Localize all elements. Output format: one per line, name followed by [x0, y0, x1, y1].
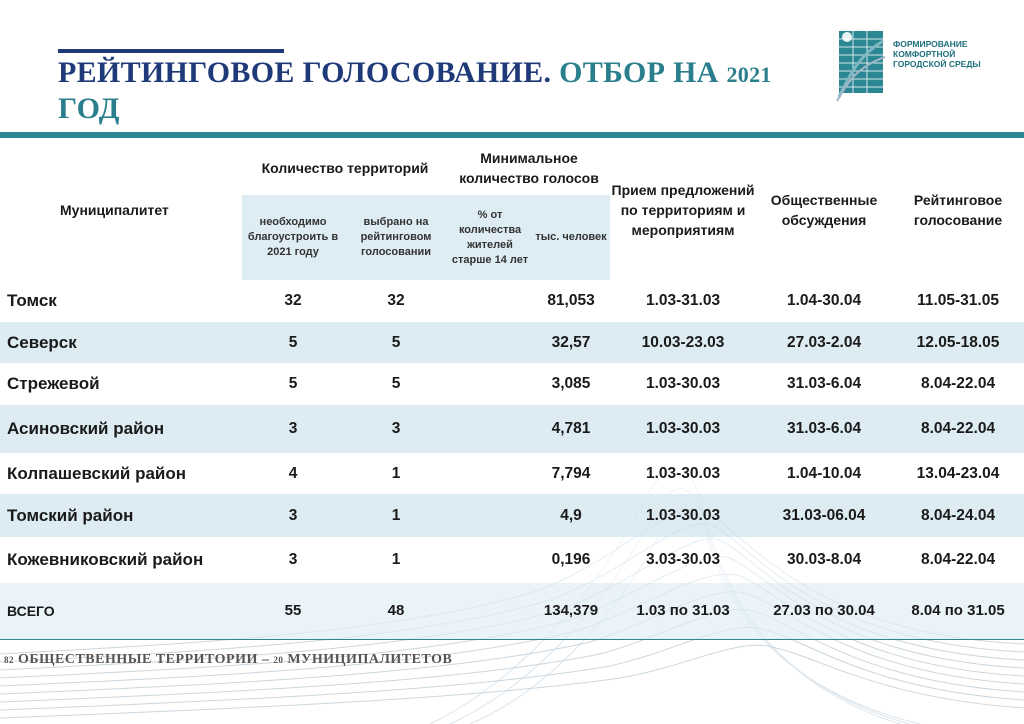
footer-dash: – — [261, 652, 270, 667]
footer-territories-text: ОБЩЕСТВЕННЫЕ ТЕРРИТОРИИ — [18, 652, 258, 667]
cell-discussion: 31.03-6.04 — [756, 363, 892, 405]
cell-proposals: 1.03-30.03 — [610, 453, 756, 494]
title-year: 2021 — [726, 62, 772, 87]
cell-name: Стрежевой — [0, 363, 242, 405]
logo — [835, 27, 995, 102]
cell-selected: 32 — [344, 280, 448, 322]
cell-name: Томск — [0, 280, 242, 322]
cell-thousand: 81,053 — [532, 280, 610, 322]
table-row — [0, 363, 1024, 405]
cell-need: 3 — [242, 405, 344, 453]
table-row — [0, 494, 1024, 537]
cell-name: Томский район — [0, 494, 242, 537]
header-rule — [0, 132, 1024, 138]
table-row — [0, 280, 1024, 322]
cell-discussion: 31.03-06.04 — [756, 494, 892, 537]
cell-discussion: 1.04-10.04 — [756, 453, 892, 494]
cell-percent — [448, 405, 532, 453]
table-row — [0, 322, 1024, 363]
cell-percent — [448, 583, 532, 639]
cell-need: 4 — [242, 453, 344, 494]
cell-selected: 48 — [344, 583, 448, 639]
cell-percent — [448, 494, 532, 537]
cell-proposals: 1.03 по 31.03 — [610, 583, 756, 639]
cell-selected: 1 — [344, 494, 448, 537]
cell-name: Северск — [0, 322, 242, 363]
cell-thousand: 7,794 — [532, 453, 610, 494]
cell-rating: 12.05-18.05 — [892, 322, 1024, 363]
table-row — [0, 537, 1024, 583]
cell-rating: 8.04-22.04 — [892, 363, 1024, 405]
cell-need: 55 — [242, 583, 344, 639]
cell-discussion: 31.03-6.04 — [756, 405, 892, 453]
cell-rating: 8.04 по 31.05 — [892, 583, 1024, 639]
header-need: необходимо благоустроить в 2021 году — [242, 195, 344, 280]
cell-selected: 1 — [344, 537, 448, 583]
cell-proposals: 1.03-31.03 — [610, 280, 756, 322]
cell-rating: 11.05-31.05 — [892, 280, 1024, 322]
cell-selected: 5 — [344, 322, 448, 363]
cell-selected: 1 — [344, 453, 448, 494]
footer-summary — [4, 652, 452, 668]
cell-thousand: 134,379 — [532, 583, 610, 639]
table-row — [0, 453, 1024, 494]
voting-table — [0, 140, 1024, 640]
cell-name: Кожевниковский район — [0, 537, 242, 583]
cell-percent — [448, 280, 532, 322]
cell-proposals: 3.03-30.03 — [610, 537, 756, 583]
cell-need: 5 — [242, 322, 344, 363]
buildings-logo-icon — [835, 27, 887, 102]
title-accent-bar — [58, 49, 284, 53]
cell-discussion: 30.03-8.04 — [756, 537, 892, 583]
title-last: ГОД — [58, 92, 120, 125]
cell-selected: 3 — [344, 405, 448, 453]
title-main: РЕЙТИНГОВОЕ ГОЛОСОВАНИЕ — [58, 56, 544, 89]
cell-thousand: 32,57 — [532, 322, 610, 363]
page-title — [58, 56, 798, 126]
header-selected: выбрано на рейтинговом голосовании — [344, 195, 448, 280]
header-votes-group: Минимальное количество голосов — [459, 149, 599, 186]
cell-proposals: 10.03-23.03 — [610, 322, 756, 363]
cell-percent — [448, 322, 532, 363]
footer-municipalities-text: МУНИЦИПАЛИТЕТОВ — [287, 652, 453, 667]
cell-proposals: 1.03-30.03 — [610, 494, 756, 537]
table-row-total — [0, 583, 1024, 639]
header-territories-group: Количество территорий — [261, 159, 429, 176]
cell-discussion: 27.03-2.04 — [756, 322, 892, 363]
cell-selected: 5 — [344, 363, 448, 405]
cell-thousand: 0,196 — [532, 537, 610, 583]
header-discussion: Общественные обсуждения — [770, 192, 878, 228]
footer-num-municipalities: 20 — [273, 655, 284, 665]
title-dot: . — [543, 56, 552, 89]
header-proposals: Прием предложений по территориям и мероприятиям — [611, 182, 755, 238]
cell-discussion: 27.03 по 30.04 — [756, 583, 892, 639]
cell-percent — [448, 453, 532, 494]
cell-need: 5 — [242, 363, 344, 405]
cell-percent — [448, 537, 532, 583]
cell-percent — [448, 363, 532, 405]
footer-num-territories: 82 — [4, 655, 14, 665]
cell-name: ВСЕГО — [0, 583, 242, 639]
cell-thousand: 4,781 — [532, 405, 610, 453]
title-second: ОТБОР НА — [559, 56, 719, 89]
header-thousand: тыс. человек — [532, 195, 610, 280]
cell-name: Асиновский район — [0, 405, 242, 453]
cell-need: 3 — [242, 537, 344, 583]
logo-text: ФОРМИРОВАНИЕ КОМФОРТНОЙ ГОРОДСКОЙ СРЕДЫ — [893, 39, 981, 69]
cell-rating: 8.04-22.04 — [892, 537, 1024, 583]
cell-need: 32 — [242, 280, 344, 322]
cell-proposals: 1.03-30.03 — [610, 405, 756, 453]
cell-need: 3 — [242, 494, 344, 537]
cell-thousand: 3,085 — [532, 363, 610, 405]
cell-name: Колпашевский район — [0, 453, 242, 494]
cell-discussion: 1.04-30.04 — [756, 280, 892, 322]
cell-thousand: 4,9 — [532, 494, 610, 537]
cell-rating: 13.04-23.04 — [892, 453, 1024, 494]
header-rating: Рейтинговое голосование — [913, 192, 1003, 228]
cell-proposals: 1.03-30.03 — [610, 363, 756, 405]
header-percent: % от количества жителей старше 14 лет — [448, 195, 532, 280]
header-municipality: Муниципалитет — [60, 202, 169, 218]
table-row — [0, 405, 1024, 453]
cell-rating: 8.04-24.04 — [892, 494, 1024, 537]
cell-rating: 8.04-22.04 — [892, 405, 1024, 453]
